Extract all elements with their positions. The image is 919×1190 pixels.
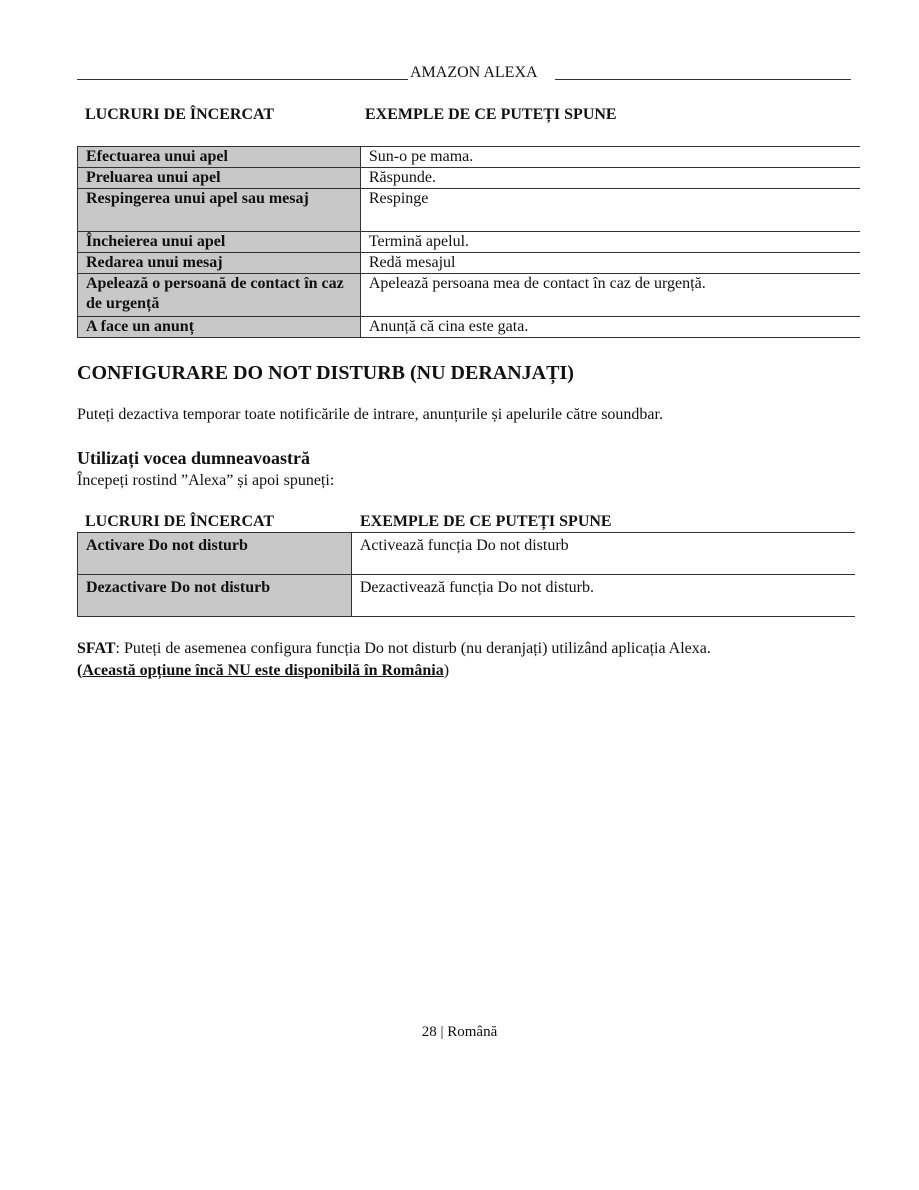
subsection-instruction: Începeți rostind ”Alexa” și apoi spuneți: bbox=[77, 472, 335, 489]
table-row bbox=[78, 274, 861, 317]
row-action: Încheierea unui apel bbox=[78, 232, 361, 253]
row-example: Apelează persoana mea de contact în caz de urgență. bbox=[360, 274, 860, 317]
document-header-title: AMAZON ALEXA bbox=[410, 64, 538, 81]
table-row bbox=[78, 232, 861, 253]
row-example: Activează funcția Do not disturb bbox=[351, 533, 855, 575]
section-intro: Puteți dezactiva temporar toate notificările de intrare, anunțurile și apelurile către soundbar. bbox=[77, 406, 663, 423]
table1-col2-header: EXEMPLE DE CE PUTEȚI SPUNE bbox=[365, 106, 617, 123]
row-example: Răspunde. bbox=[360, 168, 860, 189]
row-action: Activare Do not disturb bbox=[78, 533, 352, 575]
table-row bbox=[78, 189, 861, 232]
table-row bbox=[78, 147, 861, 168]
row-action: Preluarea unui apel bbox=[78, 168, 361, 189]
page-footer: 28 | Română bbox=[421, 1024, 498, 1040]
tip-note-text: Această opțiune încă NU este disponibilă în România bbox=[82, 662, 444, 679]
table2-col1-header: LUCRURI DE ÎNCERCAT bbox=[85, 513, 275, 530]
row-example: Termină apelul. bbox=[360, 232, 860, 253]
commands-table bbox=[77, 146, 860, 338]
header-rule-left bbox=[77, 79, 408, 80]
row-example: Redă mesajul bbox=[360, 253, 860, 274]
section-title: CONFIGURARE DO NOT DISTURB (NU DERANJAȚI) bbox=[77, 362, 574, 384]
row-action: Dezactivare Do not disturb bbox=[78, 575, 352, 617]
row-action: Efectuarea unui apel bbox=[78, 147, 361, 168]
subsection-title: Utilizați vocea dumneavoastră bbox=[77, 448, 310, 468]
tip-label: SFAT bbox=[77, 640, 116, 657]
tip-text: : Puteți de asemenea configura funcția Do not disturb (nu deranjați) utilizând aplicația Alexa. bbox=[115, 640, 711, 657]
header-rule-right bbox=[555, 79, 851, 80]
row-action: A face un anunț bbox=[78, 317, 361, 338]
row-example: Sun-o pe mama. bbox=[360, 147, 860, 168]
tip-note-open: ( bbox=[77, 662, 83, 679]
tip-note-close: ) bbox=[443, 662, 450, 679]
table-row bbox=[78, 168, 861, 189]
table-row bbox=[78, 575, 856, 617]
table-row bbox=[78, 533, 856, 575]
tip-paragraph bbox=[77, 640, 711, 658]
row-action: Respingerea unui apel sau mesaj bbox=[78, 189, 361, 232]
row-example: Dezactivează funcția Do not disturb. bbox=[351, 575, 855, 617]
row-action: Redarea unui mesaj bbox=[78, 253, 361, 274]
row-action: Apelează o persoană de contact în caz de urgență bbox=[78, 274, 361, 317]
table1-col1-header: LUCRURI DE ÎNCERCAT bbox=[85, 106, 275, 123]
table-row bbox=[78, 317, 861, 338]
tip-note bbox=[77, 662, 449, 680]
row-example: Respinge bbox=[360, 189, 860, 232]
table2-col2-header: EXEMPLE DE CE PUTEȚI SPUNE bbox=[360, 513, 612, 530]
dnd-table bbox=[77, 532, 855, 617]
table-row bbox=[78, 253, 861, 274]
row-example: Anunță că cina este gata. bbox=[360, 317, 860, 338]
